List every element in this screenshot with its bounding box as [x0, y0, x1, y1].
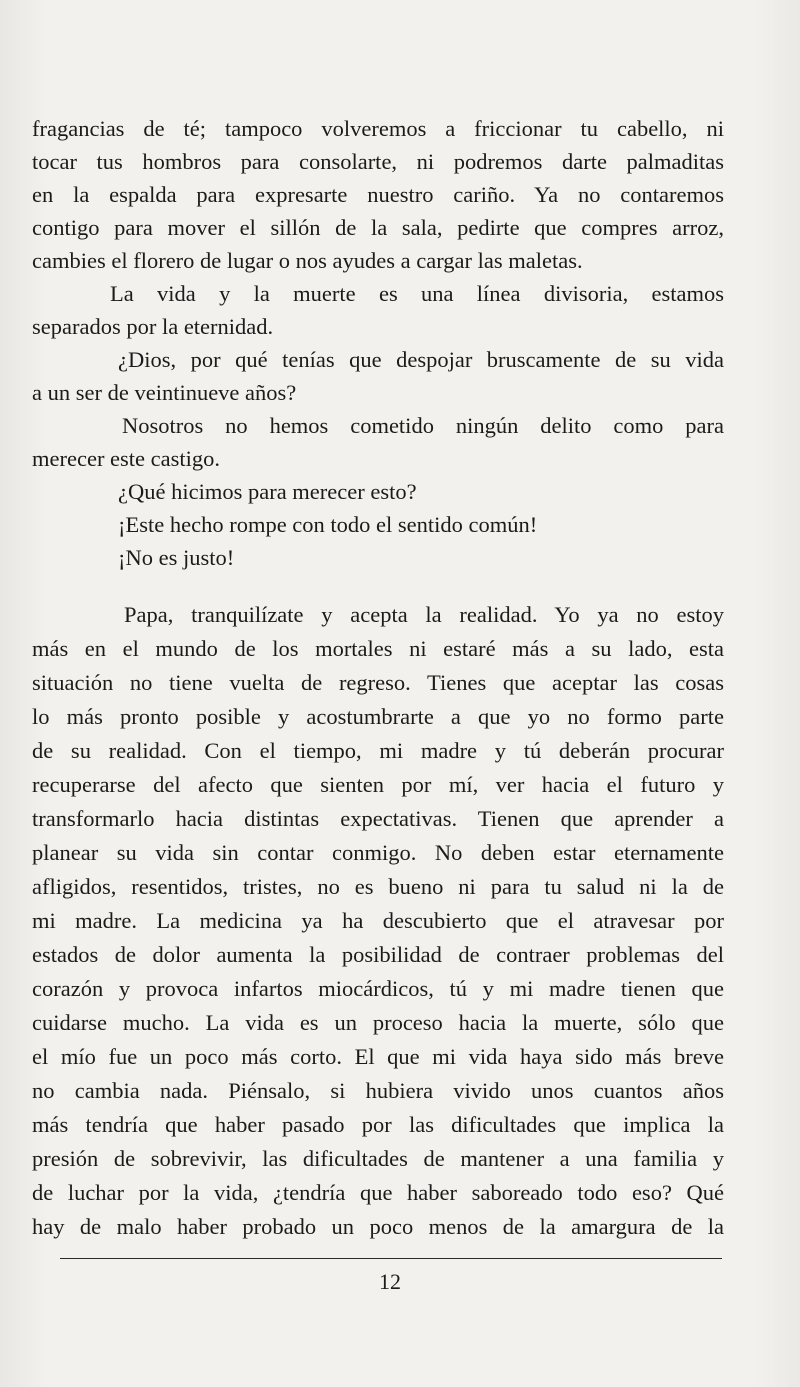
text-line: de su realidad. Con el tiempo, mi madre y tú deberán procurar [32, 738, 724, 763]
text-line: situación no tiene vuelta de regreso. Tienes que aceptar las cosas [32, 670, 724, 695]
text-line: La vida y la muerte es una línea divisoria, estamos [110, 281, 724, 306]
text-line: cambies el florero de lugar o nos ayudes a cargar las maletas. [32, 248, 583, 273]
text-line: tocar tus hombros para consolarte, ni podremos darte palmaditas [32, 149, 724, 174]
text-line: más en el mundo de los mortales ni estaré más a su lado, esta [32, 636, 724, 661]
text-line: a un ser de veintinueve años? [32, 380, 297, 405]
text-line: el mío fue un poco más corto. El que mi vida haya sido más breve [32, 1044, 724, 1069]
text-line: corazón y provoca infartos miocárdicos, tú y mi madre tienen que [32, 976, 724, 1001]
text-line: cuidarse mucho. La vida es un proceso hacia la muerte, sólo que [32, 1010, 724, 1035]
text-line: ¡Este hecho rompe con todo el sentido común! [118, 512, 538, 537]
text-line: merecer este castigo. [32, 446, 221, 471]
text-line: contigo para mover el sillón de la sala, pedirte que compres arroz, [32, 215, 724, 240]
text-line: mi madre. La medicina ya ha descubierto que el atravesar por [32, 908, 724, 933]
text-line: en la espalda para expresarte nuestro cariño. Ya no contaremos [32, 182, 724, 207]
text-line: fragancias de té; tampoco volveremos a friccionar tu cabello, ni [32, 116, 724, 141]
text-line: transformarlo hacia distintas expectativas. Tienen que aprender a [32, 806, 724, 831]
text-line: separados por la eternidad. [32, 314, 274, 339]
text-line: lo más pronto posible y acostumbrarte a que yo no formo parte [32, 704, 724, 729]
text-line: de luchar por la vida, ¿tendría que haber saboreado todo eso? Qué [32, 1180, 724, 1205]
text-line: ¿Qué hicimos para merecer esto? [118, 479, 417, 504]
text-line: recuperarse del afecto que sienten por mí, ver hacia el futuro y [32, 772, 724, 797]
page-number: 12 [379, 1269, 401, 1294]
text-line: presión de sobrevivir, las dificultades de mantener a una familia y [32, 1146, 724, 1171]
footer-rule [60, 1258, 722, 1259]
text-line: ¿Dios, por qué tenías que despojar bruscamente de su vida [118, 347, 724, 372]
text-line: planear su vida sin contar conmigo. No deben estar eternamente [32, 840, 724, 865]
text-line: Nosotros no hemos cometido ningún delito como para [122, 413, 724, 438]
text-block-first [32, 112, 724, 574]
text-line: afligidos, resentidos, tristes, no es bueno ni para tu salud ni la de [32, 874, 724, 899]
text-line: más tendría que haber pasado por las dificultades que implica la [32, 1112, 724, 1137]
text-line: no cambia nada. Piénsalo, si hubiera vivido unos cuantos años [32, 1078, 724, 1103]
text-line: ¡No es justo! [118, 545, 235, 570]
text-line: Papa, tranquilízate y acepta la realidad. Yo ya no estoy [124, 602, 724, 627]
text-block-second [32, 598, 724, 1244]
text-line: hay de malo haber probado un poco menos de la amargura de la [32, 1214, 724, 1239]
text-line: estados de dolor aumenta la posibilidad de contraer problemas del [32, 942, 724, 967]
